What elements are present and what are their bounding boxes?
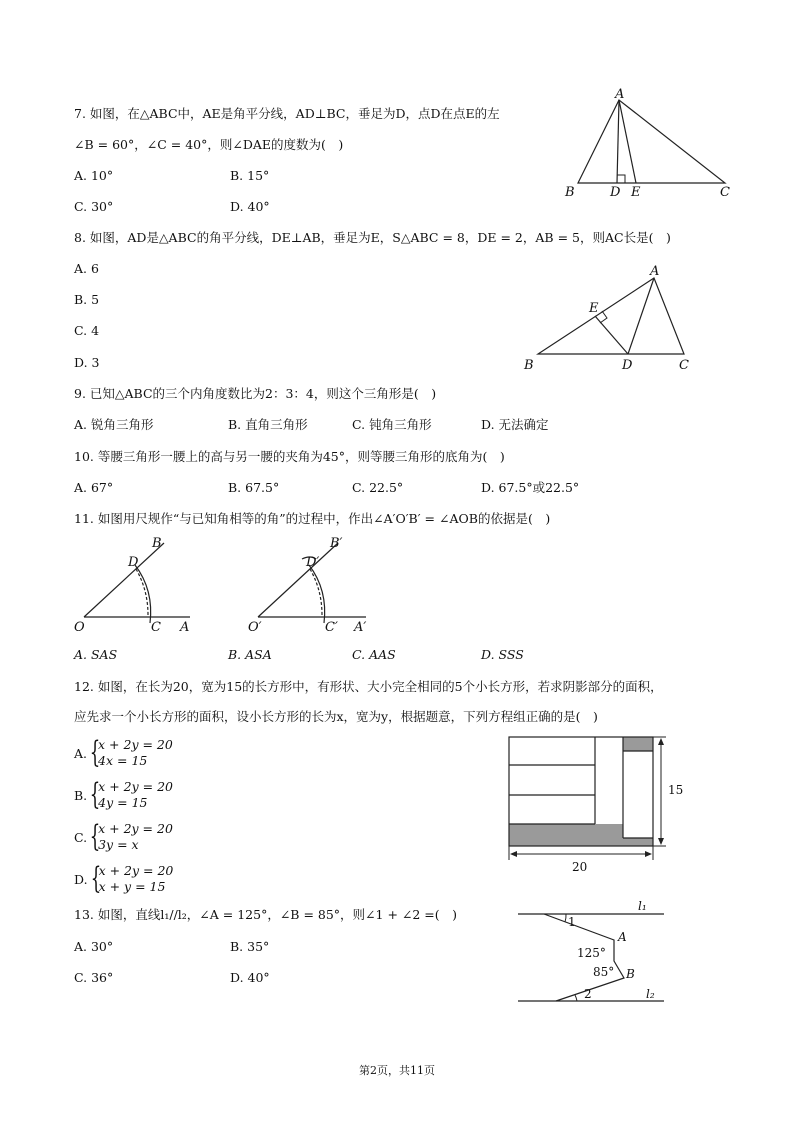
q13-label-l2: l₂ [646,987,655,1001]
q9-stem: 9. 已知△ABC的三个内角度数比为2：3：4，则这个三角形是( ) [74,386,437,401]
q8-option-d: D. 3 [74,355,100,370]
q10-option-a: A. 67° [74,480,114,495]
q7-stem-line2: ∠B = 60°，∠C = 40°，则∠DAE的度数为( ) [74,137,344,152]
q11-option-a: A. SAS [74,647,118,662]
q13-option-a: A. 30° [74,939,114,954]
brace-icon: { [90,861,101,896]
q13-option-c: C. 36° [74,970,114,985]
q13-label-angle-b: 85° [593,965,615,979]
q11-label-d-prime: D′ [306,555,320,570]
q12-shaded-top-right [623,737,653,751]
q12-option-d-eq1: x + 2y = 20 [98,863,174,878]
q12-arrow-down-icon [658,838,664,845]
q9-option-a: A. 锐角三角形 [74,417,154,432]
q12-option-d-label: D. [74,871,88,887]
q11-label-b: B [152,536,162,551]
q11-label-c: C [151,620,161,635]
q7-label-e: E [631,185,641,200]
q12-stem-line2: 应先求一个小长方形的面积，设小长方形的长为x，宽为y，根据题意，下列方程组正确的是( ) [74,709,598,724]
q7-label-a: A [615,88,625,102]
q12-arrow-right-icon [645,851,652,857]
q13-option-d: D. 40° [230,970,270,985]
brace-icon: { [89,777,101,812]
q11-label-o: O [74,620,85,635]
q12-label-height: 15 [668,783,684,797]
q7-label-b: B [565,185,575,200]
q11-label-a: A [180,620,190,635]
q12-shaded-bottom-right [623,838,653,846]
q8-label-b: B [524,358,534,373]
q8-option-b: B. 5 [74,292,100,307]
q7-option-a: A. 10° [74,168,114,183]
q12-option-d-eq2: x + y = 15 [98,879,166,894]
q8-stem: 8. 如图，AD是△ABC的角平分线，DE⊥AB，垂足为E，S△ABC = 8，DE = 2，AB = 5，则AC长是( ) [74,230,671,245]
q12-option-c-eq2: 3y = x [98,837,139,852]
q10-option-c: C. 22.5° [352,480,404,495]
q8-label-d: D [622,358,633,373]
q7-right-angle-mark [617,175,625,183]
q7-option-d: D. 40° [230,199,270,214]
q12-arrow-up-icon [658,738,664,745]
q13-label-angle-2: 2 [584,987,592,1001]
q7-bisector-ae [619,100,636,183]
q13-label-b: B [626,967,635,981]
q11-figure-right [244,535,384,635]
q11-ray-o-prime-b-prime [258,543,338,617]
q11-option-c: C. AAS [352,647,396,662]
q12-arrow-left-icon [510,851,517,857]
q11-label-c-prime: C′ [325,620,338,635]
q8-triangle-abc [538,278,684,354]
q9-option-c: C. 钝角三角形 [352,417,432,432]
q8-label-a: A [650,264,660,279]
q8-perpendicular-de [595,316,628,354]
q13-angle-1-arc [565,914,566,922]
q13-label-angle-a: 125° [577,946,606,960]
q9-option-b: B. 直角三角形 [228,417,308,432]
q13-label-angle-1: 1 [568,915,576,929]
q12-option-a-eq1: x + 2y = 20 [98,737,173,752]
q12-option-b-eq1: x + 2y = 20 [98,779,173,794]
q13-angle-2-arc [575,995,577,1001]
q13-option-b: B. 35° [230,939,270,954]
q8-option-a: A. 6 [74,261,99,276]
q12-rectangle-figure [500,730,700,880]
q12-shaded-bottom [509,824,623,846]
q7-triangle-figure [560,88,740,203]
q12-option-a-label: A. [74,745,88,761]
q8-label-c: C [679,358,689,373]
q7-altitude-ad [617,100,619,183]
q12-stem-line1: 12. 如图，在长为20，宽为15的长方形中，有形状、大小完全相同的5个小长方形，若求阴影部分的面积， [74,679,663,694]
q12-option-c [74,821,173,853]
q11-stem: 11. 如图用尺规作“与已知角相等的角”的过程中，作出∠A′O′B′ = ∠AOB的依据是( ) [74,511,551,526]
q13-parallel-lines-figure [514,896,674,1008]
brace-icon: { [89,735,101,770]
q12-option-d [74,863,173,895]
q7-stem-line1: 7. 如图，在△ABC中，AE是角平分线，AD⊥BC，垂足为D，点D在点E的左 [74,106,500,121]
q12-option-b-label: B. [74,787,88,803]
q12-option-b-eq2: 4y = 15 [98,795,148,810]
q11-option-d: D. SSS [481,647,524,662]
brace-icon: { [89,819,101,854]
q12-option-c-label: C. [74,829,88,845]
q11-label-b-prime: B′ [330,536,343,551]
q11-ray-ob [84,543,164,617]
q7-label-c: C [720,185,730,200]
q12-option-b [74,779,173,811]
q10-option-d: D. 67.5°或22.5° [481,480,580,495]
q11-label-o-prime: O′ [248,620,262,635]
q11-option-b: B. ASA [228,647,272,662]
q13-label-l1: l₁ [638,899,647,913]
q7-option-c: C. 30° [74,199,114,214]
q10-option-b: B. 67.5° [228,480,280,495]
q12-label-width: 20 [572,860,588,874]
q8-label-e: E [589,301,599,316]
q12-option-a-eq2: 4x = 15 [98,753,148,768]
q11-label-d: D [128,555,139,570]
q13-label-a: A [618,930,627,944]
q13-stem: 13. 如图，直线l₁//l₂，∠A = 125°，∠B = 85°，则∠1 + ∠2 =( ) [74,907,458,922]
q8-bisector-ad [628,278,654,354]
q8-option-c: C. 4 [74,323,100,338]
page-footer: 第2页，共11页 [359,1064,435,1077]
q10-stem: 10. 等腰三角形一腰上的高与另一腰的夹角为45°，则等腰三角形的底角为( ) [74,449,505,464]
q11-label-a-prime: A′ [354,620,367,635]
q7-label-d: D [610,185,621,200]
q9-option-d: D. 无法确定 [481,417,549,432]
q12-option-c-eq1: x + 2y = 20 [98,821,173,836]
q8-triangle-figure [520,262,700,374]
q12-option-a [74,737,173,769]
q7-triangle-abc [578,100,725,183]
q11-figure-left [70,535,200,635]
q7-option-b: B. 15° [230,168,270,183]
